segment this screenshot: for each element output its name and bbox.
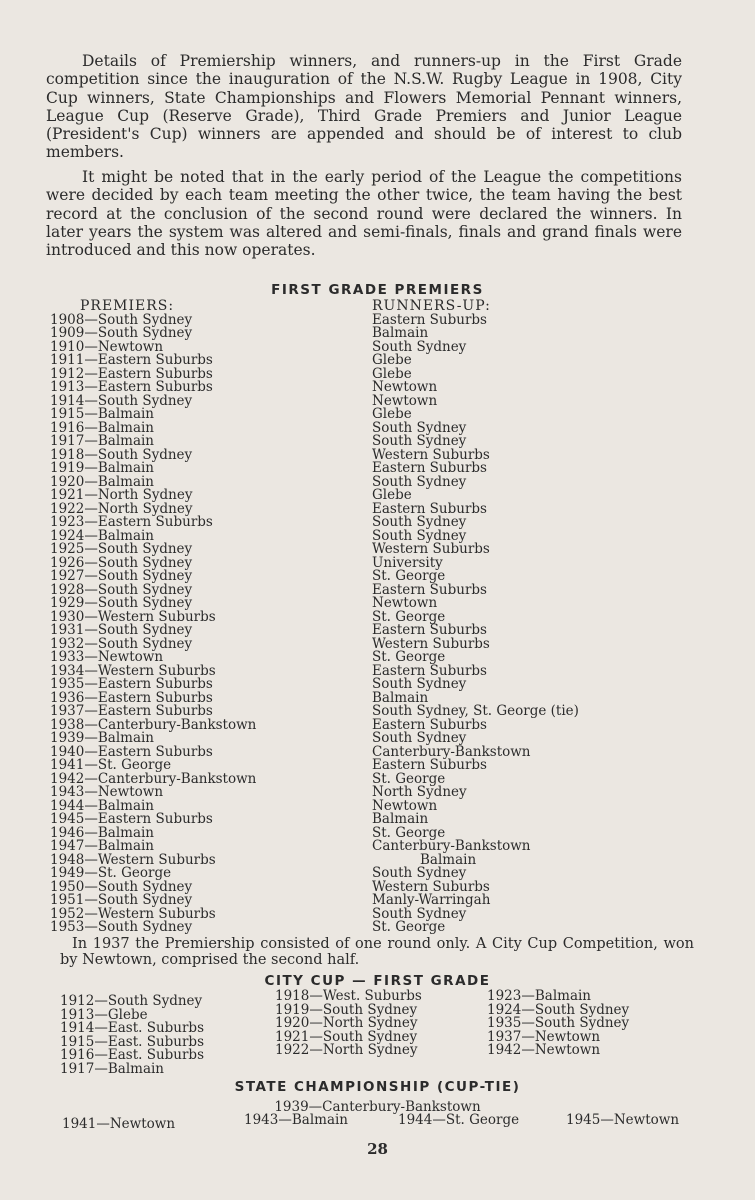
intro-paragraph-2: It might be noted that in the early period of the League the competitions were decided by each team meeting the other twice, the team having the best record at the conclusion of the second round were declared the winners. In later years the system was altered and semi-finals, finals and grand finals were introduced and this now operates. bbox=[46, 168, 682, 260]
premier-entry: 1951—South Sydney bbox=[50, 892, 193, 908]
premier-entry: 1934—Western Suburbs bbox=[50, 662, 216, 679]
city-cup-entry: 1913—Glebe bbox=[60, 1006, 148, 1023]
premier-entry: 1908—South Sydney bbox=[50, 311, 193, 328]
city-cup-entry: 1924—South Sydney bbox=[487, 1001, 630, 1018]
premier-entry: 1949—St. George bbox=[50, 865, 172, 881]
city-cup-heading: CITY CUP — FIRST GRADE bbox=[264, 973, 491, 989]
runner-up-entry: Eastern Suburbs bbox=[372, 662, 487, 679]
premier-entry: 1937—Eastern Suburbs bbox=[50, 703, 213, 719]
premier-entry: 1943—Newtown bbox=[50, 784, 164, 800]
runner-up-entry: Western Suburbs bbox=[372, 878, 490, 895]
runner-up-entry: Newtown bbox=[372, 797, 438, 814]
premier-entry: 1948—Western Suburbs bbox=[50, 851, 216, 868]
city-cup-entry: 1915—East. Suburbs bbox=[60, 1033, 204, 1050]
premier-entry: 1909—South Sydney bbox=[50, 325, 193, 341]
premiers-column bbox=[50, 300, 256, 935]
city-cup-entry: 1917—Balmain bbox=[60, 1060, 165, 1077]
premier-entry: 1946—Balmain bbox=[50, 824, 155, 841]
city-cup-entry: 1923—Balmain bbox=[487, 988, 592, 1004]
runner-up-entry: Manly-Warringah bbox=[372, 892, 491, 908]
premier-entry: 1927—South Sydney bbox=[50, 568, 193, 584]
premier-entry: 1922—North Sydney bbox=[50, 500, 193, 517]
city-cup-entry: 1912—South Sydney bbox=[60, 993, 203, 1009]
premier-entry: 1929—South Sydney bbox=[50, 595, 193, 611]
runner-up-entry: South Sydney bbox=[372, 676, 467, 692]
state-championship-1945: 1945—Newtown bbox=[566, 1112, 680, 1128]
premier-entry: 1931—South Sydney bbox=[50, 622, 193, 638]
page-number: 28 bbox=[367, 1140, 388, 1158]
city-cup-column-3 bbox=[487, 990, 629, 1058]
runner-up-entry: Eastern Suburbs bbox=[372, 581, 487, 598]
runner-up-entry: South Sydney bbox=[372, 865, 467, 881]
premier-entry: 1936—Eastern Suburbs bbox=[50, 689, 213, 706]
premiership-note: In 1937 the Premiership consisted of one round only. A City Cup Competition, won by Newtown, comprised the second half. bbox=[60, 936, 694, 968]
runner-up-entry: Eastern Suburbs bbox=[372, 311, 487, 328]
premiers-list bbox=[50, 311, 257, 935]
runner-up-entry: South Sydney bbox=[372, 419, 467, 436]
state-championship-1944: 1944—St. George bbox=[398, 1112, 520, 1128]
runner-up-entry: Eastern Suburbs bbox=[372, 460, 487, 476]
state-championship-1943: 1943—Balmain bbox=[244, 1112, 349, 1128]
runner-up-entry: Eastern Suburbs bbox=[372, 757, 487, 773]
premier-entry: 1928—South Sydney bbox=[50, 581, 193, 598]
premier-entry: 1919—Balmain bbox=[50, 460, 155, 476]
runner-up-entry: Canterbury-Bankstown bbox=[372, 743, 531, 760]
premiers-header: PREMIERS: bbox=[80, 298, 175, 314]
premier-entry: 1924—Balmain bbox=[50, 527, 155, 544]
premier-entry: 1911—Eastern Suburbs bbox=[50, 352, 213, 368]
runner-up-entry: South Sydney bbox=[372, 514, 467, 530]
runner-up-entry: St. George bbox=[372, 649, 446, 665]
runner-up-entry: Newtown bbox=[372, 379, 438, 395]
premier-entry: 1950—South Sydney bbox=[50, 878, 193, 895]
runner-up-entry: Glebe bbox=[372, 406, 412, 422]
runner-up-entry: Western Suburbs bbox=[372, 446, 490, 463]
state-championship-heading: STATE CHAMPIONSHIP (CUP-TIE) bbox=[234, 1079, 521, 1095]
first-grade-heading: FIRST GRADE PREMIERS bbox=[271, 282, 484, 298]
state-championship-1939: 1939—Canterbury-Bankstown bbox=[274, 1099, 481, 1115]
runner-up-entry: South Sydney bbox=[372, 473, 467, 490]
premier-entry: 1938—Canterbury-Bankstown bbox=[50, 716, 257, 733]
premier-entry: 1917—Balmain bbox=[50, 433, 155, 449]
runner-up-entry: Newtown bbox=[372, 595, 438, 611]
city-cup-column-2 bbox=[275, 990, 422, 1058]
premier-entry: 1915—Balmain bbox=[50, 406, 155, 422]
runner-up-entry: University bbox=[372, 554, 443, 571]
premier-entry: 1953—South Sydney bbox=[50, 919, 193, 935]
runner-up-entry: Balmain bbox=[372, 325, 429, 341]
premier-entry: 1923—Eastern Suburbs bbox=[50, 514, 213, 530]
runner-up-entry: St. George bbox=[372, 770, 446, 787]
runner-up-entry: Eastern Suburbs bbox=[372, 500, 487, 517]
premier-entry: 1910—Newtown bbox=[50, 338, 164, 355]
premier-entry: 1930—Western Suburbs bbox=[50, 608, 216, 625]
city-cup-column-1 bbox=[60, 995, 204, 1077]
runner-up-entry: Balmain bbox=[420, 851, 477, 868]
runners-up-column bbox=[372, 300, 579, 935]
runner-up-entry: South Sydney bbox=[372, 338, 467, 355]
premier-entry: 1916—Balmain bbox=[50, 419, 155, 436]
premier-entry: 1932—South Sydney bbox=[50, 635, 193, 652]
premier-entry: 1944—Balmain bbox=[50, 797, 155, 814]
runner-up-entry: Newtown bbox=[372, 392, 438, 409]
runner-up-entry: South Sydney bbox=[372, 730, 467, 746]
city-cup-entry: 1942—Newtown bbox=[487, 1042, 601, 1059]
premier-entry: 1920—Balmain bbox=[50, 473, 155, 490]
premier-entry: 1925—South Sydney bbox=[50, 541, 193, 557]
runner-up-entry: Western Suburbs bbox=[372, 635, 490, 652]
premier-entry: 1912—Eastern Suburbs bbox=[50, 365, 213, 382]
runner-up-entry: St. George bbox=[372, 919, 446, 935]
runner-up-entry: Glebe bbox=[372, 352, 412, 368]
city-cup-entry: 1916—East. Suburbs bbox=[60, 1047, 204, 1064]
city-cup-entry: 1920—North Sydney bbox=[275, 1015, 418, 1032]
runner-up-entry: Balmain bbox=[372, 811, 429, 827]
runner-up-entry: Balmain bbox=[372, 689, 429, 706]
runner-up-entry: Glebe bbox=[372, 487, 412, 503]
premier-entry: 1941—St. George bbox=[50, 757, 172, 773]
premier-entry: 1940—Eastern Suburbs bbox=[50, 743, 213, 760]
runner-up-entry: Glebe bbox=[372, 365, 412, 382]
premier-entry: 1918—South Sydney bbox=[50, 446, 193, 463]
premier-entry: 1952—Western Suburbs bbox=[50, 905, 216, 922]
runner-up-entry: South Sydney, St. George (tie) bbox=[372, 703, 579, 719]
city-cup-entry: 1914—East. Suburbs bbox=[60, 1020, 204, 1037]
intro-paragraph-1: Details of Premiership winners, and runners-up in the First Grade competition since the inauguration of the N.S.W. Rugby League in 1908, City Cup winners, State Championships and Flowers Memorial Pennant winners, League Cup (Reserve Grade), Third Grade Premiers and Junior League (President's Cup) winners are appended and should be of interest to club members. bbox=[46, 52, 682, 162]
runners-up-header: RUNNERS-UP: bbox=[372, 298, 491, 314]
city-cup-entry: 1937—Newtown bbox=[487, 1028, 601, 1045]
runner-up-entry: Western Suburbs bbox=[372, 541, 490, 557]
premier-entry: 1947—Balmain bbox=[50, 838, 155, 854]
runner-up-entry: Eastern Suburbs bbox=[372, 716, 487, 733]
city-cup-entry: 1935—South Sydney bbox=[487, 1015, 630, 1032]
city-cup-entry: 1922—North Sydney bbox=[275, 1042, 418, 1059]
premier-entry: 1914—South Sydney bbox=[50, 392, 193, 409]
runner-up-entry: Eastern Suburbs bbox=[372, 622, 487, 638]
premier-entry: 1935—Eastern Suburbs bbox=[50, 676, 213, 692]
premier-entry: 1942—Canterbury-Bankstown bbox=[50, 770, 257, 787]
runner-up-entry: St. George bbox=[372, 608, 446, 625]
premier-entry: 1926—South Sydney bbox=[50, 554, 193, 571]
premier-entry: 1945—Eastern Suburbs bbox=[50, 811, 213, 827]
runner-up-entry: South Sydney bbox=[372, 433, 467, 449]
city-cup-entry: 1921—South Sydney bbox=[275, 1028, 418, 1045]
runners-up-list bbox=[372, 311, 579, 935]
city-cup-entry: 1919—South Sydney bbox=[275, 1001, 418, 1018]
premier-entry: 1913—Eastern Suburbs bbox=[50, 379, 213, 395]
runner-up-entry: Canterbury-Bankstown bbox=[372, 838, 531, 854]
premier-entry: 1921—North Sydney bbox=[50, 487, 193, 503]
runner-up-entry: St. George bbox=[372, 568, 446, 584]
premier-entry: 1933—Newtown bbox=[50, 649, 164, 665]
premier-entry: 1939—Balmain bbox=[50, 730, 155, 746]
runner-up-entry: South Sydney bbox=[372, 905, 467, 922]
runner-up-entry: St. George bbox=[372, 824, 446, 841]
runner-up-entry: North Sydney bbox=[372, 784, 467, 800]
city-cup-entry: 1918—West. Suburbs bbox=[275, 988, 422, 1004]
runner-up-entry: South Sydney bbox=[372, 527, 467, 544]
state-championship-1941: 1941—Newtown bbox=[62, 1116, 176, 1132]
